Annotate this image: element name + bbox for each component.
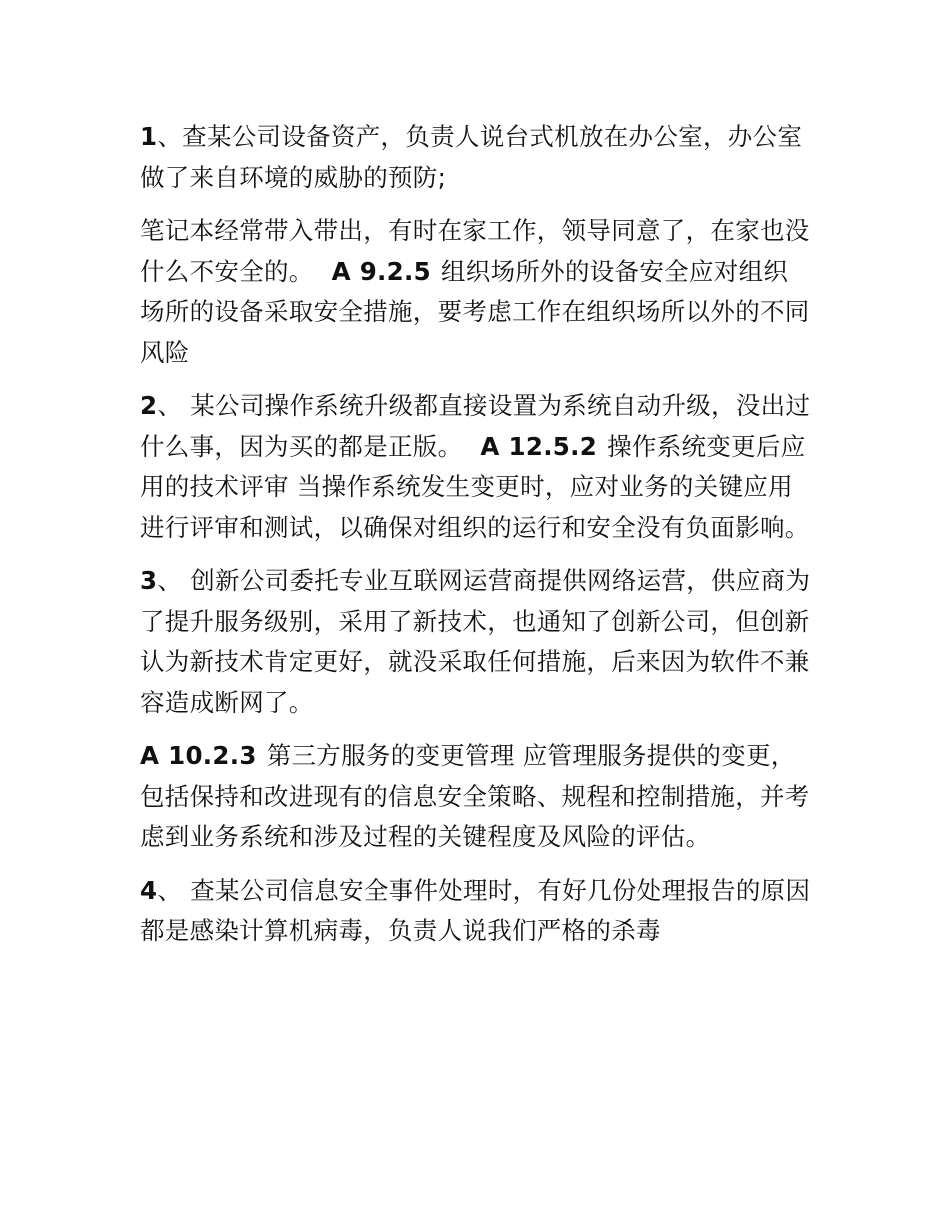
clause-reference: A 9.2.5 bbox=[331, 256, 431, 286]
paragraph-2 bbox=[140, 211, 812, 373]
item-number: 3 bbox=[140, 566, 158, 595]
paragraph-text: 、查某公司设备资产，负责人说台式机放在办公室，办公室做了来自环境的威胁的预防; bbox=[140, 122, 803, 192]
item-number: 2 bbox=[140, 391, 158, 420]
clause-text: 操作系统变更后应用的技术评审 当操作系统发生变更时，应对业务的关键应用进行评审和测试，以确保对组织的运行和安全没有负面影响。 bbox=[140, 431, 810, 542]
paragraph-text: 、 创新公司委托专业互联网运营商提供网络运营，供应商为了提升服务级别，采用了新技术，也通知了创新公司，但创新认为新技术肯定更好，就没采取任何措施，后来因为软件不兼容造成断网了。 bbox=[140, 566, 811, 717]
paragraph-3 bbox=[140, 386, 812, 548]
clause-reference: A 12.5.2 bbox=[480, 431, 598, 461]
clause-reference: A 10.2.3 bbox=[140, 741, 257, 770]
clause-text: 第三方服务的变更管理 应管理服务提供的变更，包括保持和改进现有的信息安全策略、规程和控制措施，并考虑到业务系统和涉及过程的关键程度及风险的评估。 bbox=[140, 741, 810, 851]
paragraph-1 bbox=[140, 117, 812, 198]
paragraph-5 bbox=[140, 736, 812, 858]
paragraph-6 bbox=[140, 871, 812, 952]
paragraph-text: 、 某公司操作系统升级都直接设置为系统自动升级，没出过什么事，因为买的都是正版。 bbox=[140, 391, 811, 461]
document-page bbox=[140, 117, 812, 965]
item-number: 1 bbox=[140, 122, 158, 151]
paragraph-text: 笔记本经常带入带出，有时在家工作，领导同意了，在家也没什么不安全的。 bbox=[140, 216, 810, 286]
paragraph-4 bbox=[140, 561, 812, 723]
clause-text: 组织场所外的设备安全应对组织场所的设备采取安全措施，要考虑工作在组织场所以外的不同风险 bbox=[140, 256, 810, 367]
paragraph-text: 、 查某公司信息安全事件处理时，有好几份处理报告的原因都是感染计算机病毒，负责人说我们严格的杀毒 bbox=[140, 875, 811, 945]
item-number: 4 bbox=[140, 875, 158, 905]
